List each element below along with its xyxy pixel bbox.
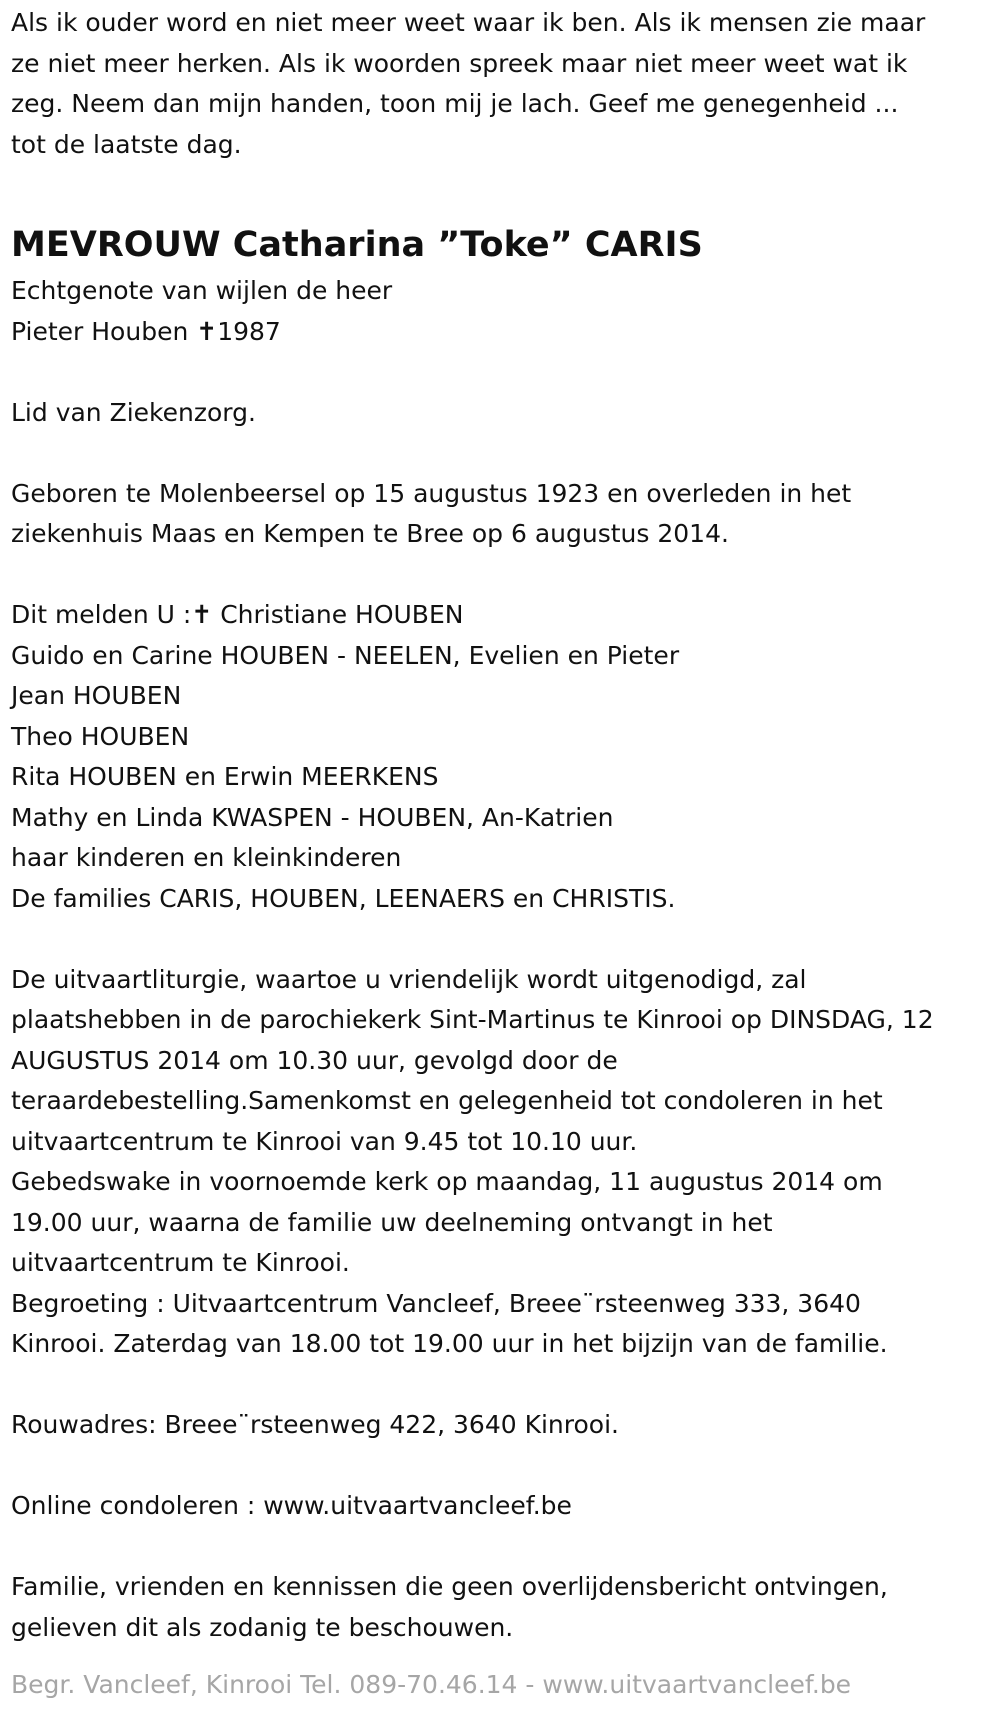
spouse-line: Echtgenote van wijlen de heer	[11, 276, 393, 305]
ceremony-line: plaatshebben in de parochiekerk Sint-Martinus te Kinrooi op DINSDAG, 12	[11, 1005, 934, 1034]
address-line: Rouwadres: Breee¨rsteenweg 422, 3640 Kinrooi.	[11, 1410, 619, 1439]
spouse-line: Pieter Houben ✝1987	[11, 316, 281, 346]
family-line: Jean HOUBEN	[11, 681, 182, 710]
online-condolence-paragraph	[11, 1486, 988, 1527]
spacer	[11, 433, 988, 474]
ceremony-line: Gebedswake in voornoemde kerk op maandag, 11 augustus 2014 om	[11, 1167, 883, 1196]
ceremony-line: uitvaartcentrum te Kinrooi van 9.45 tot 10.10 uur.	[11, 1126, 638, 1156]
ceremony-line: teraardebestelling.Samenkomst en gelegenheid tot condoleren in het	[11, 1086, 883, 1115]
family-line: Dit melden U :✝ Christiane HOUBEN	[11, 600, 464, 629]
ceremony-line: uitvaartcentrum te Kinrooi.	[11, 1248, 350, 1277]
notice-line: Familie, vrienden en kennissen die geen overlijdensbericht ontvingen,	[11, 1572, 888, 1601]
spacer	[11, 352, 988, 393]
poem-line: tot de laatste dag.	[11, 129, 242, 159]
deceased-name: MEVROUW Catharina ”Toke” CARIS	[11, 225, 703, 265]
spacer	[11, 1446, 988, 1487]
ceremony-paragraph	[11, 960, 988, 1365]
membership-paragraph	[11, 393, 988, 434]
family-line: Guido en Carine HOUBEN - NEELEN, Evelien en Pieter	[11, 640, 680, 670]
poem-line: zeg. Neem dan mijn handen, toon mij je lach. Geef me genegenheid ...	[11, 89, 899, 118]
poem-line: ze niet meer herken. Als ik woorden spreek maar niet meer weet wat ik	[11, 48, 908, 78]
footer-credit: Begr. Vancleef, Kinrooi Tel. 089-70.46.14 - www.uitvaartvancleef.be	[11, 1670, 852, 1699]
ceremony-line: Kinrooi. Zaterdag van 18.00 tot 19.00 uur in het bijzijn van de familie.	[11, 1329, 888, 1358]
family-line: Rita HOUBEN en Erwin MEERKENS	[11, 762, 439, 791]
address-paragraph	[11, 1405, 988, 1446]
family-line: Mathy en Linda KWASPEN - HOUBEN, An-Katrien	[11, 802, 614, 832]
family-paragraph	[11, 595, 988, 919]
spacer	[11, 555, 988, 596]
family-line: haar kinderen en kleinkinderen	[11, 843, 402, 872]
spacer	[11, 1365, 988, 1406]
family-line: Theo HOUBEN	[11, 721, 190, 751]
ceremony-line: 19.00 uur, waarna de familie uw deelneming ontvangt in het	[11, 1207, 773, 1237]
ceremony-line: Begroeting : Uitvaartcentrum Vancleef, Breee¨rsteenweg 333, 3640	[11, 1288, 861, 1318]
poem-paragraph	[11, 0, 988, 165]
spouse-paragraph	[11, 271, 988, 352]
birth-death-line: Geboren te Molenbeersel op 15 augustus 1923 en overleden in het	[11, 478, 852, 508]
spacer	[11, 1527, 988, 1568]
family-line: De families CARIS, HOUBEN, LEENAERS en CHRISTIS.	[11, 883, 676, 913]
notice-paragraph	[11, 1567, 988, 1648]
notice-line: gelieven dit als zodanig te beschouwen.	[11, 1612, 514, 1642]
membership-line: Lid van Ziekenzorg.	[11, 397, 256, 427]
spacer	[11, 919, 988, 960]
ceremony-line: AUGUSTUS 2014 om 10.30 uur, gevolgd door de	[11, 1045, 618, 1075]
poem-line: Als ik ouder word en niet meer weet waar ik ben. Als ik mensen zie maar	[11, 8, 926, 37]
birth-death-paragraph	[11, 474, 988, 555]
online-condolence-line: Online condoleren : www.uitvaartvancleef.be	[11, 1491, 572, 1520]
ceremony-line: De uitvaartliturgie, waartoe u vriendelijk wordt uitgenodigd, zal	[11, 964, 807, 994]
birth-death-line: ziekenhuis Maas en Kempen te Bree op 6 augustus 2014.	[11, 519, 729, 548]
